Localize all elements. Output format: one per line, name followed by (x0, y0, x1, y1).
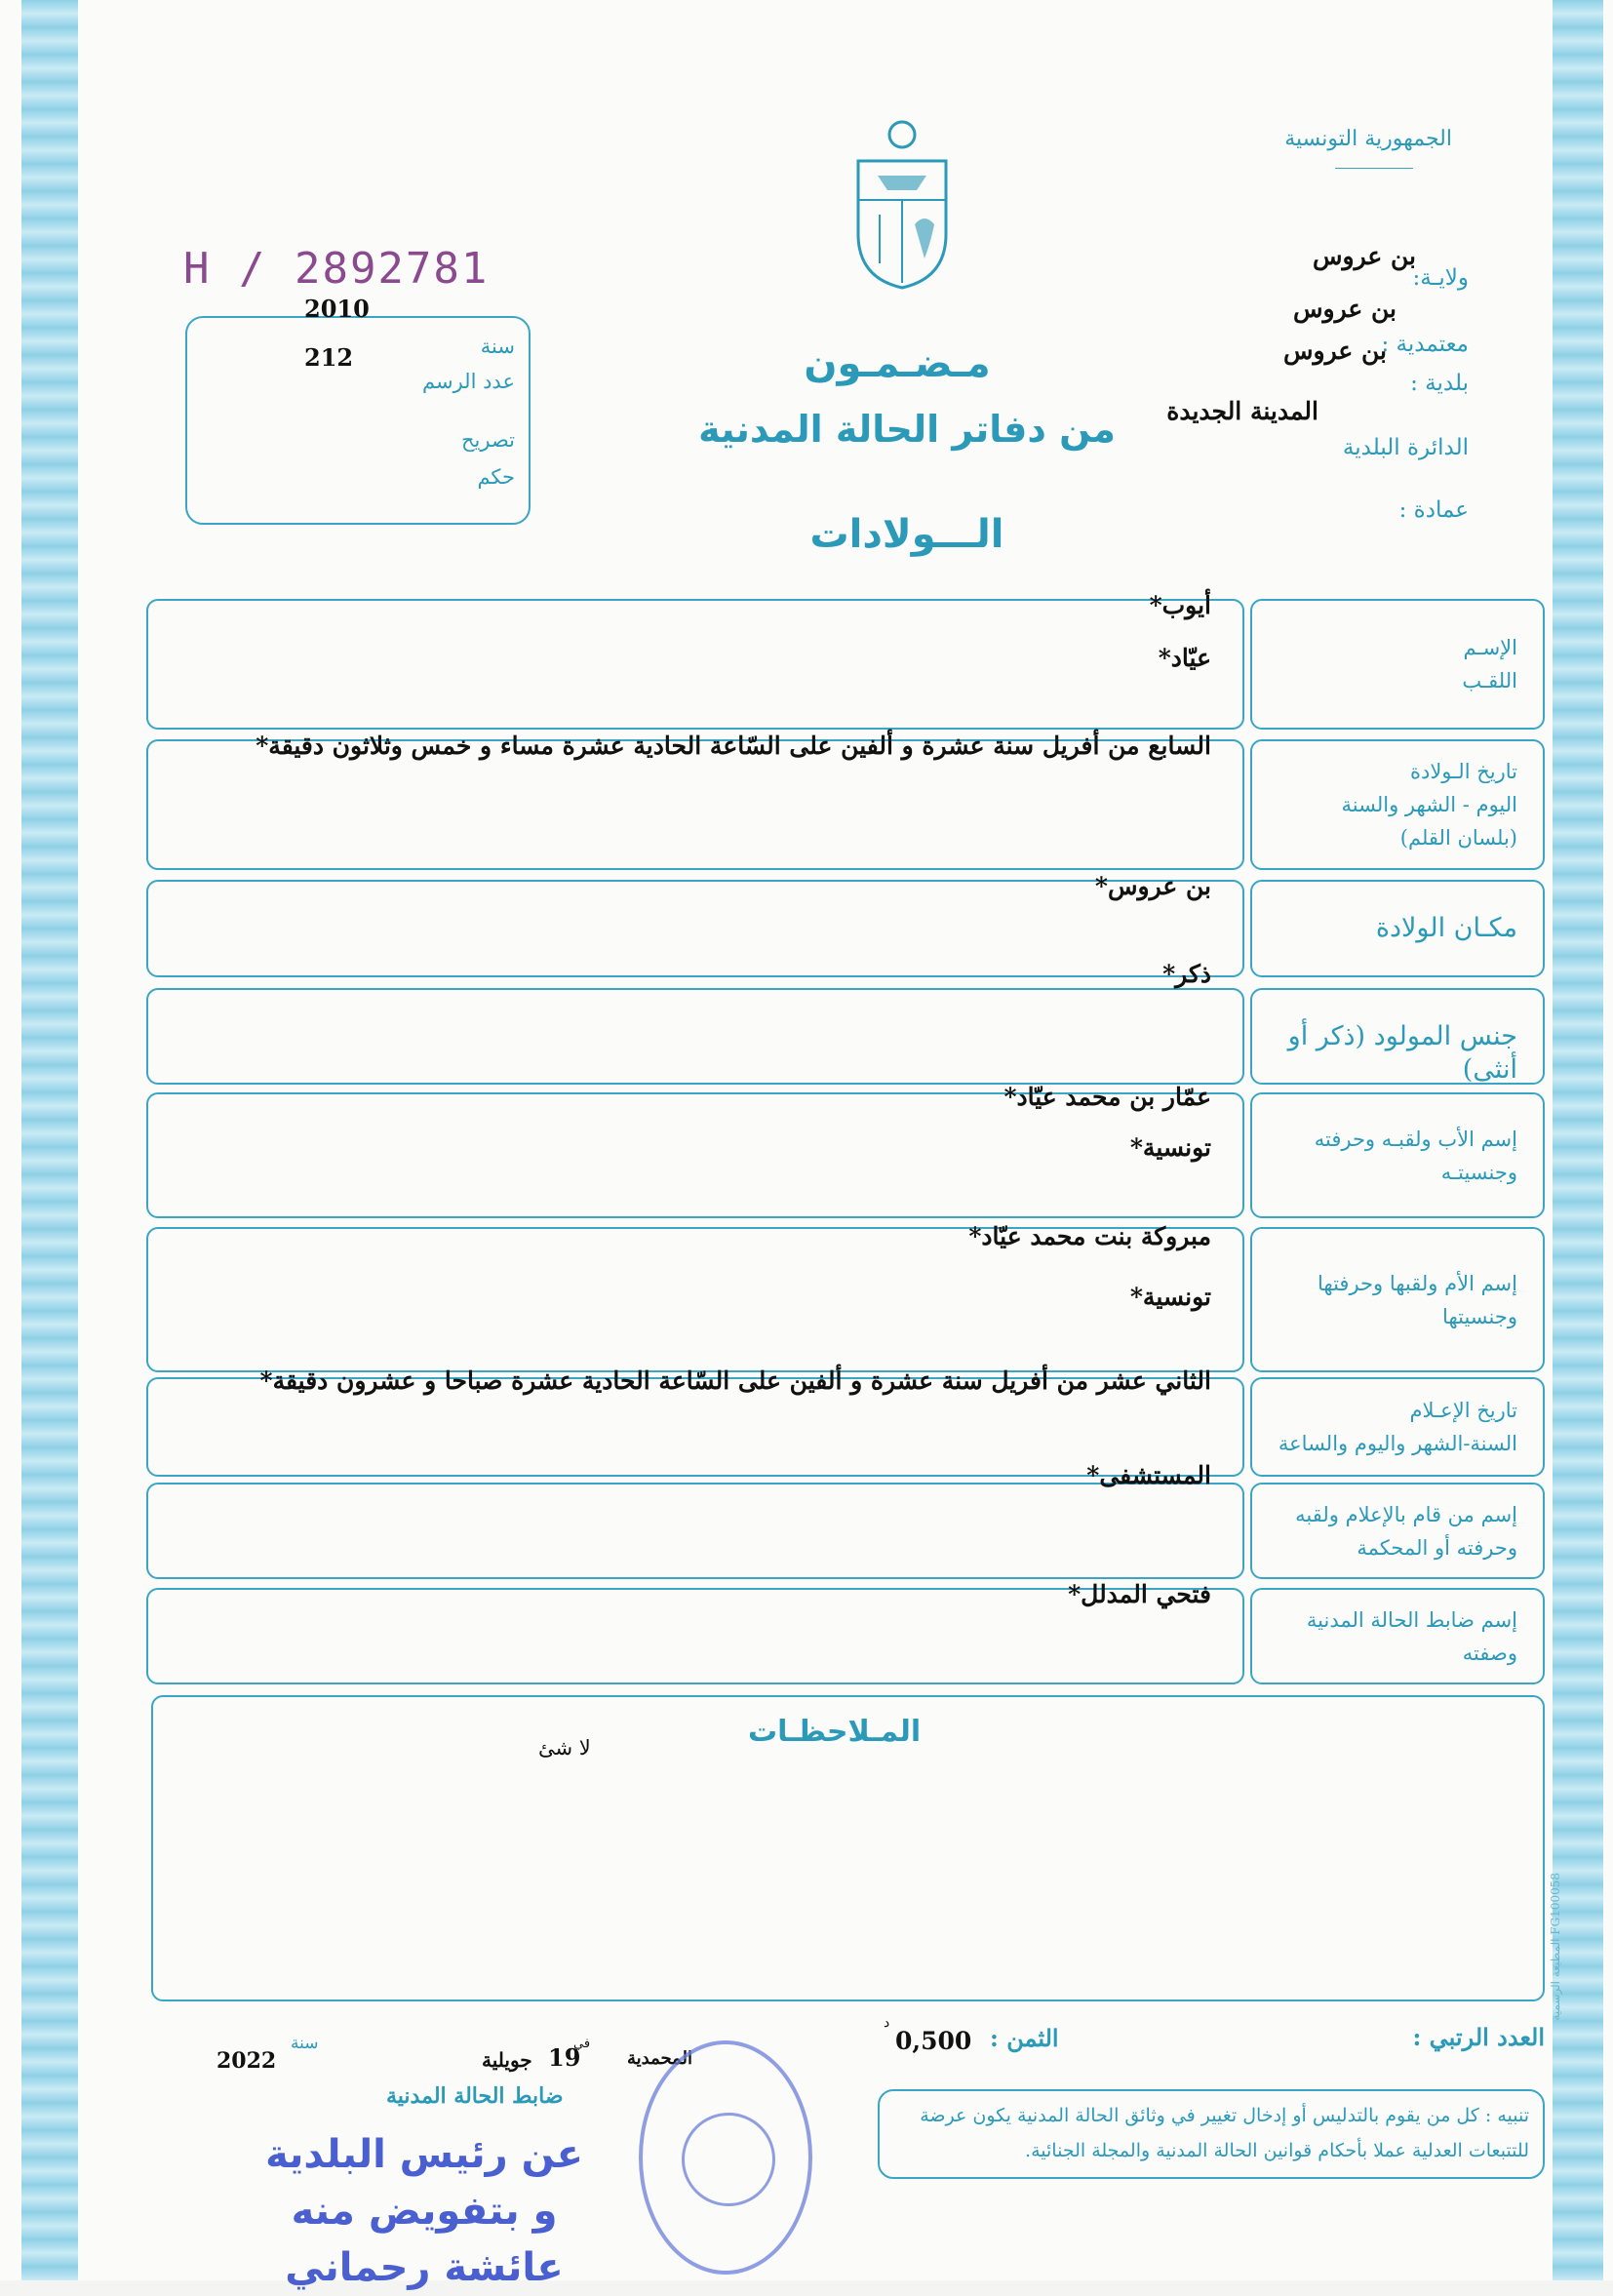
stamp-inner-emblem (682, 2113, 775, 2206)
signature-stamp (249, 2126, 600, 2296)
warning-line-2: للتتبعات العدلية عملا بأحكام قوانين الحالة المدنية والمجلة الجنائية. (1025, 2140, 1529, 2161)
title-line-1: مـضـمـون (804, 341, 991, 386)
issue-day: 19 (548, 2043, 581, 2072)
issue-year-label: سنة (291, 2034, 319, 2053)
issue-month: جويلية (482, 2048, 532, 2072)
row-value-box (146, 1483, 1244, 1579)
row-label: وجنسيتها (1442, 1304, 1517, 1328)
row-label-box (1250, 1092, 1545, 1218)
row-label-box (1250, 599, 1545, 730)
row-value-box (146, 988, 1244, 1085)
delegation-label: معتمدية : (1381, 332, 1469, 357)
row-label: إسم ضابط الحالة المدنية (1306, 1607, 1517, 1632)
row-value: تونسية* (1129, 1283, 1211, 1311)
row-label: وصفته (1462, 1641, 1517, 1665)
municipal-district-label: الدائرة البلدية (1342, 435, 1469, 460)
row-label: تاريخ الإعـلام (1409, 1399, 1517, 1422)
republic-label: الجمهورية التونسية (1284, 127, 1452, 151)
row-value: المستشفى* (1086, 1461, 1211, 1489)
remarks-title: المـلاحظـات (748, 1715, 922, 1749)
issue-year-value: 2022 (216, 2048, 277, 2074)
row-value: فتحي المدلل* (1068, 1580, 1211, 1608)
row-label: إسم الأب ولقبـه وحرفته (1314, 1127, 1517, 1151)
row-label: وجنسيتـه (1440, 1160, 1517, 1184)
row-value: السابع من أفريل سنة عشرة و ألفين على السّاعة الحادية عشرة مساء و خمس وثلاثون دقيقة* (256, 732, 1211, 760)
row-value: مبروكة بنت محمد عيّاد* (968, 1222, 1211, 1250)
row-value-box (146, 599, 1244, 730)
municipality-label: بلدية : (1410, 371, 1469, 396)
wilaya-value: بن عروس (1313, 242, 1416, 270)
row-value: ذكر* (1162, 960, 1211, 988)
decorative-border-left (21, 0, 78, 2280)
warning-line-1: تنبيه : كل من يقوم بالتدليس أو إدخال تغيير في وثائق الحالة المدنية يكون عرضة (920, 2105, 1529, 2126)
row-value: عيّاد* (1158, 644, 1211, 672)
row-label: جنس المولود (ذكر أو أنثى) (1287, 1020, 1517, 1085)
signature-line-2: و بتفويض منه (291, 2189, 558, 2234)
judgment-label: حكم (477, 465, 515, 489)
declaration-label: تصريح (460, 428, 515, 452)
signature-line-1: عن رئيس البلدية (265, 2132, 583, 2177)
row-label-box (1250, 1227, 1545, 1372)
row-value: عمّار بن محمد عيّاد* (1003, 1083, 1211, 1111)
price-label: الثمن : (990, 2024, 1059, 2052)
signature-line-3: عائشة رحماني (285, 2245, 564, 2290)
row-label: السنة-الشهر واليوم والساعة (1278, 1432, 1517, 1455)
row-label: وحرفته أو المحكمة (1357, 1535, 1517, 1560)
printer-mark: المطبعة الرسمية FG100058 (1549, 1873, 1562, 2021)
row-label-box (1250, 739, 1545, 870)
row-value: الثاني عشر من أفريل سنة عشرة و ألفين على السّاعة الحادية عشرة صباحا و عشرون دقيقة* (259, 1366, 1211, 1395)
header-divider (1335, 168, 1413, 169)
row-label-box (1250, 1483, 1545, 1579)
row-value-box (146, 1092, 1244, 1218)
issue-fi: في (573, 2037, 591, 2051)
row-label: اليوم - الشهر والسنة (1341, 793, 1517, 816)
section-title: الـــولادات (809, 512, 1004, 557)
officer-label: ضابط الحالة المدنية (386, 2083, 564, 2109)
row-label: إسم من قام بالإعلام ولقبه (1295, 1502, 1517, 1526)
row-label: تاريخ الـولادة (1409, 760, 1517, 783)
row-value: بن عروس* (1094, 872, 1211, 900)
row-label: (بلسان القلم) (1399, 826, 1517, 850)
delegation-value: بن عروس (1283, 336, 1387, 365)
price-unit: د (884, 2015, 890, 2031)
record-number-value: 212 (304, 343, 354, 372)
row-label-box (1250, 1588, 1545, 1684)
row-label: إسم الأم ولقبها وحرفتها (1318, 1271, 1517, 1295)
year-label: سنة (480, 335, 515, 358)
record-number-label: عدد الرسم (422, 370, 515, 393)
serial-number-label: العدد الرتبي : (1412, 2023, 1545, 2051)
price-value: 0,500 (895, 2027, 972, 2055)
issue-place: المحمدية (627, 2048, 693, 2069)
row-value: أيوب* (1149, 591, 1211, 619)
row-label-box (1250, 880, 1545, 977)
remarks-value: لا شئ (538, 1736, 591, 1760)
record-box (185, 316, 531, 525)
row-label: اللقـب (1462, 669, 1517, 693)
row-label: الإسـم (1463, 636, 1517, 659)
wilaya-label: ولايـة: (1412, 265, 1469, 291)
imada-label: عمادة : (1398, 497, 1469, 523)
delegation-value-top: بن عروس (1293, 295, 1397, 323)
official-round-stamp (639, 2040, 812, 2275)
row-value: تونسية* (1129, 1133, 1211, 1162)
serial-number: H / 2892781 (183, 244, 490, 294)
remarks-box (151, 1695, 1545, 2001)
municipal-district-value: المدينة الجديدة (1166, 397, 1318, 425)
coat-of-arms-emblem (848, 117, 956, 293)
year-value: 2010 (304, 295, 370, 323)
row-label-box (1250, 1377, 1545, 1477)
row-label-box (1250, 988, 1545, 1085)
title-line-2: من دفاتر الحالة المدنية (698, 408, 1116, 451)
row-value-box (146, 880, 1244, 977)
row-label: مكـان الولادة (1375, 913, 1517, 943)
warning-box (878, 2089, 1545, 2179)
